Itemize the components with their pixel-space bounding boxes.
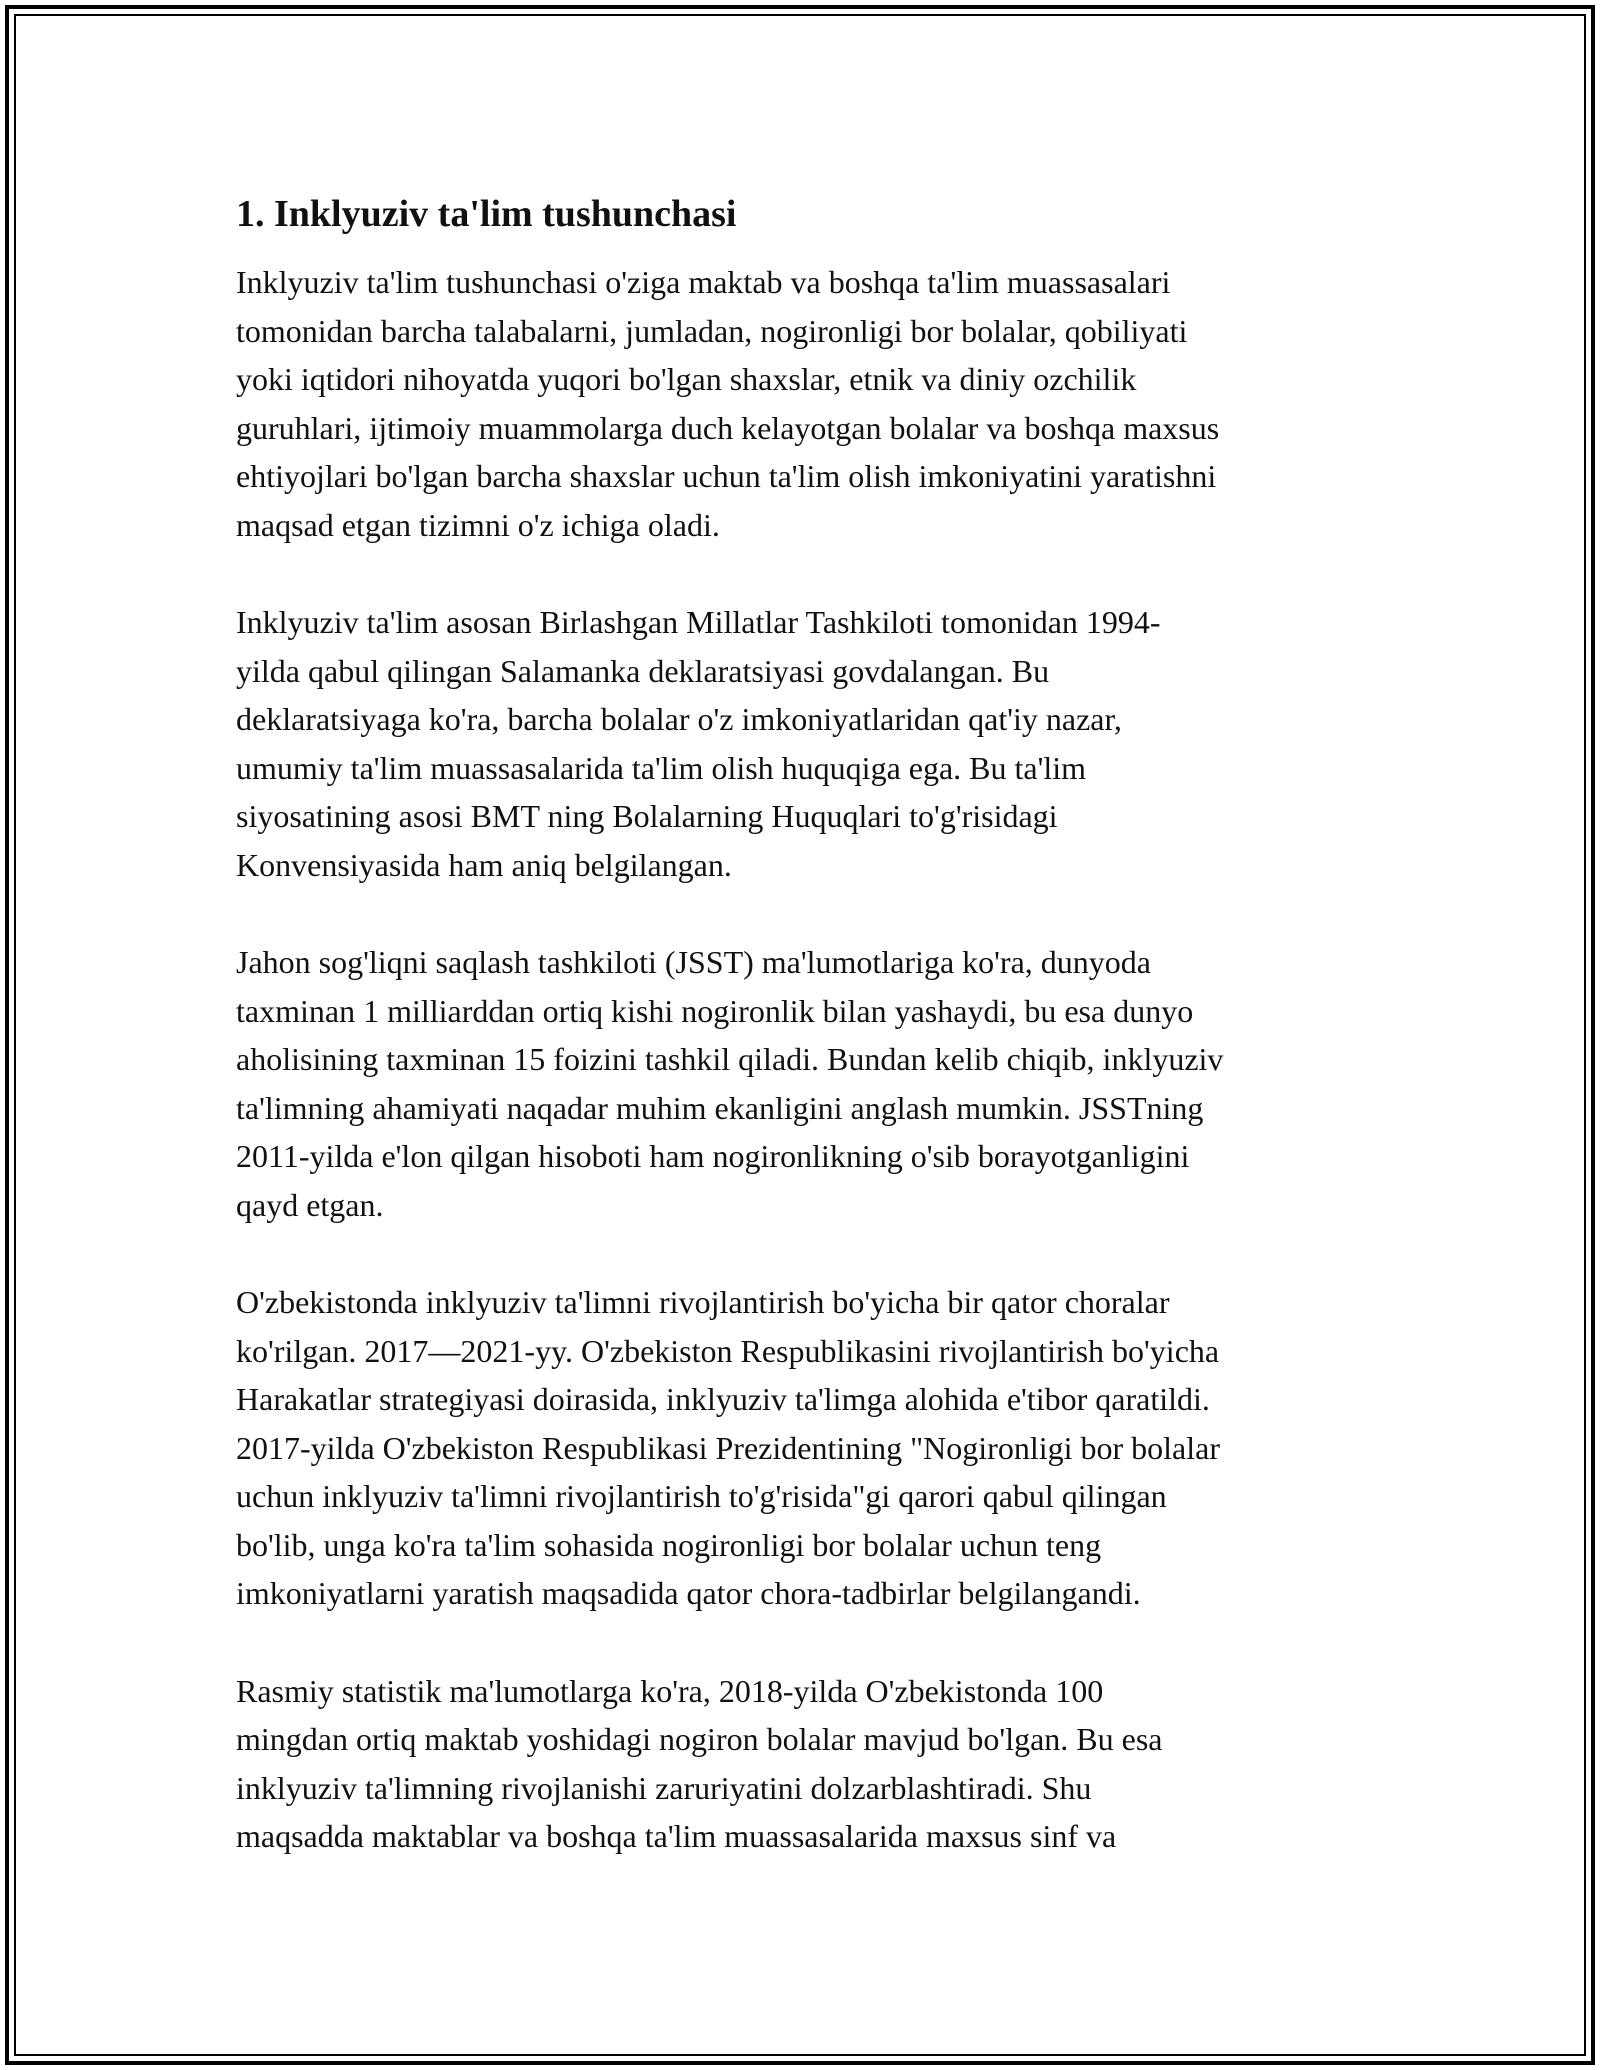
paragraph-uzbekistan-measures: O'zbekistonda inklyuziv ta'limni rivojlantirish bo'yicha bir qator choralar ko'rilgan. 2017—2021-yy. O'zbekiston Respublikasini rivojlantirish bo'yicha Harakatlar strategiyasi doirasida, inklyuziv ta'limga alohida e'tibor qaratildi. 2017-yilda O'zbekiston Respublikasi Prezidentining "Nogironligi bor bolalar uchun inklyuziv ta'limni rivojlantirish to'g'risida"gi qarori qabul qilingan bo'lib, unga ko'ra ta'lim sohasida nogironligi bor bolalar uchun teng imkoniyatlarni yaratish maqsadida qator chora-tadbirlar belgilangandi. xyxy=(236,1284,1220,1611)
paragraph-who-statistics: Jahon sog'liqni saqlash tashkiloti (JSST) ma'lumotlariga ko'ra, dunyoda taxminan 1 milliarddan ortiq kishi nogironlik bilan yashaydi, bu esa dunyo aholisining taxminan 15 foizini tashkil qiladi. Bundan kelib chiqib, inklyuziv ta'limning ahamiyati naqadar muhim ekanligini anglash mumkin. JSSTning 2011-yilda e'lon qilgan hisoboti ham nogironlikning o'sib borayotganligini qayd etgan. xyxy=(236,944,1224,1223)
section-heading: 1. Inklyuziv ta'lim tushunchasi xyxy=(236,193,737,235)
document-body xyxy=(236,188,1374,1910)
paragraph-official-statistics: Rasmiy statistik ma'lumotlarga ko'ra, 2018-yilda O'zbekistonda 100 mingdan ortiq maktab yoshidagi nogiron bolalar mavjud bo'lgan. Bu esa inklyuziv ta'limning rivojlanishi zaruriyatini dolzarblashtiradi. Shu maqsadda maktablar va boshqa ta'lim muassasalarida maxsus sinf va xyxy=(236,1672,1163,1854)
paragraph-definition: Inklyuziv ta'lim tushunchasi o'ziga maktab va boshqa ta'lim muassasalari tomonidan barcha talabalarni, jumladan, nogironligi bor bolalar, qobiliyati yoki iqtidori nihoyatda yuqori bo'lgan shaxslar, etnik va diniy ozchilik guruhlari, ijtimoiy muammolarga duch kelayotgan bolalar va boshqa maxsus ehtiyojlari bo'lgan barcha shaxslar uchun ta'lim olish imkoniyatini yaratishni maqsad etgan tizimni o'z ichiga oladi. xyxy=(236,264,1220,543)
paragraph-salamanca-declaration: Inklyuziv ta'lim asosan Birlashgan Millatlar Tashkiloti tomonidan 1994- yilda qabul qilingan Salamanka deklaratsiyasi govdalangan. Bu deklaratsiyaga ko'ra, barcha bolalar o'z imkoniyatlaridan qat'iy nazar, umumiy ta'lim muassasalarida ta'lim olish huquqiga ega. Bu ta'lim siyosatining asosi BMT ning Bolalarning Huquqlari to'g'risidagi Konvensiyasida ham aniq belgilangan. xyxy=(236,604,1161,883)
